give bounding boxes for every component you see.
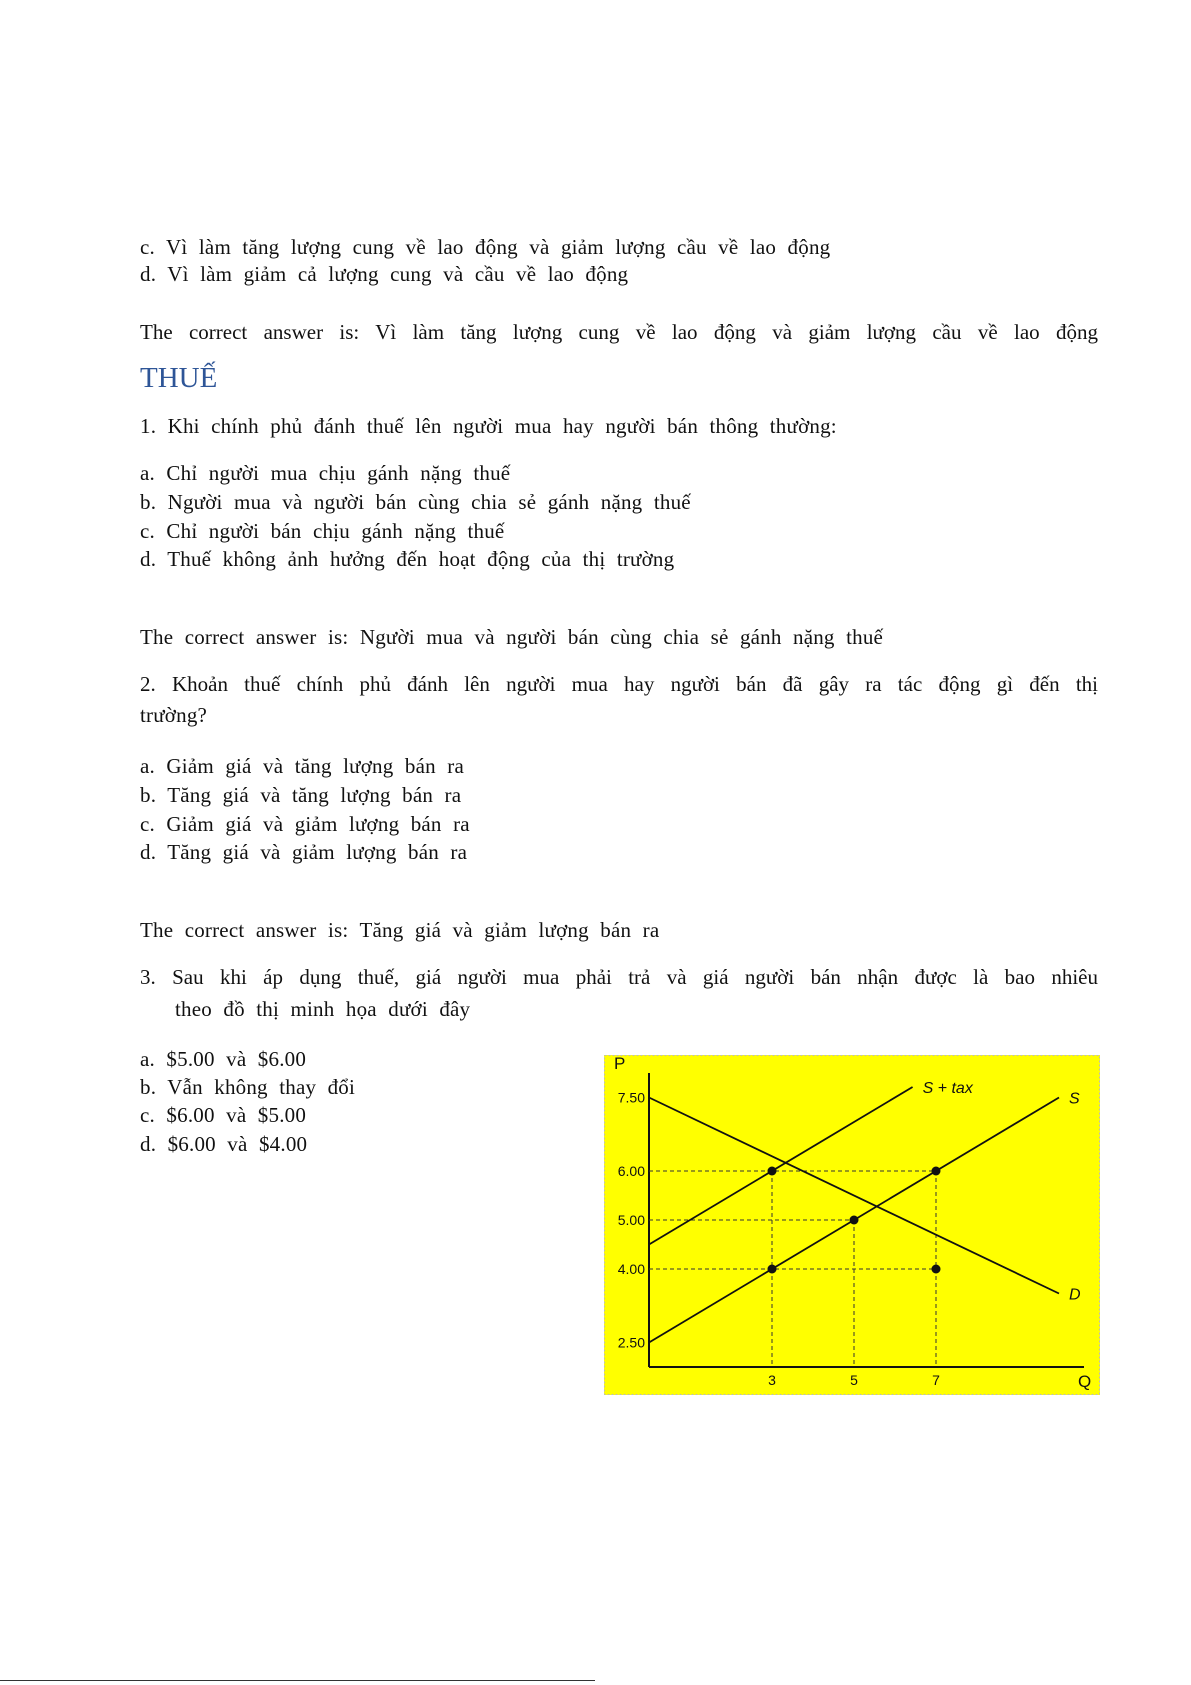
prev-option-d: d. Vì làm giảm cả lượng cung và cầu về lao động xyxy=(140,262,629,286)
q1-option-a: a. Chỉ người mua chịu gánh nặng thuế xyxy=(140,461,511,485)
q2-correct-answer: The correct answer is: Tăng giá và giảm lượng bán ra xyxy=(140,918,660,942)
q1-option-d: d. Thuế không ảnh hưởng đến hoạt động của thị trường xyxy=(140,547,675,571)
y-tick-label: 6.00 xyxy=(617,1163,645,1179)
q2-question-line2: trường? xyxy=(140,703,208,727)
curve-label-d: D xyxy=(1069,1286,1081,1304)
section-title: THUẾ xyxy=(140,362,218,394)
q1-correct-answer: The correct answer is: Người mua và người bán cùng chia sẻ gánh nặng thuế xyxy=(140,625,884,649)
equilibrium-point xyxy=(850,1216,859,1225)
curve-label-s: S xyxy=(1069,1090,1080,1108)
x-tick-label: 3 xyxy=(768,1372,776,1388)
q3-option-c: c. $6.00 và $5.00 xyxy=(140,1103,307,1127)
q1-option-c: c. Chỉ người bán chịu gánh nặng thuế xyxy=(140,519,505,543)
q1-question: 1. Khi chính phủ đánh thuế lên người mua hay người bán thông thường: xyxy=(140,414,837,438)
equilibrium-point xyxy=(768,1265,777,1274)
equilibrium-point xyxy=(768,1167,777,1176)
curve-label-s-tax: S + tax xyxy=(922,1080,973,1097)
q3-option-b: b. Vẫn không thay đổi xyxy=(140,1075,356,1099)
q3-question-line2: theo đồ thị minh họa dưới đây xyxy=(175,997,471,1021)
q2-option-b: b. Tăng giá và tăng lượng bán ra xyxy=(140,783,462,807)
chart-background xyxy=(604,1055,1100,1395)
footer-rule xyxy=(0,1680,595,1681)
equilibrium-point xyxy=(932,1265,941,1274)
equilibrium-point xyxy=(932,1167,941,1176)
y-tick-label: 7.50 xyxy=(617,1089,645,1106)
q2-option-a: a. Giảm giá và tăng lượng bán ra xyxy=(140,754,464,778)
tax-supply-demand-chart xyxy=(604,1055,1100,1395)
q2-option-d: d. Tăng giá và giảm lượng bán ra xyxy=(140,840,468,864)
y-tick-label: 4.00 xyxy=(617,1261,645,1277)
q3-question-line1: 3. Sau khi áp dụng thuế, giá người mua phải trả và giá người bán nhận được là bao nhiêu xyxy=(140,965,1098,989)
q2-option-c: c. Giảm giá và giảm lượng bán ra xyxy=(140,812,470,836)
prev-correct-answer: The correct answer is: Vì làm tăng lượng cung về lao động và giảm lượng cầu về lao động xyxy=(140,320,1098,344)
q3-option-d: d. $6.00 và $4.00 xyxy=(140,1132,308,1156)
prev-option-c: c. Vì làm tăng lượng cung về lao động và giảm lượng cầu về lao động xyxy=(140,235,831,259)
q2-question-line1: 2. Khoản thuế chính phủ đánh lên người mua hay người bán đã gây ra tác động gì đến thị xyxy=(140,672,1098,696)
x-tick-label: 5 xyxy=(850,1372,858,1388)
q1-option-b: b. Người mua và người bán cùng chia sẻ gánh nặng thuế xyxy=(140,490,691,514)
x-axis-label: Q xyxy=(1078,1372,1092,1391)
y-tick-label: 5.00 xyxy=(617,1212,645,1228)
y-axis-label: P xyxy=(614,1055,626,1073)
chart-svg xyxy=(604,1055,1100,1395)
y-tick-label: 2.50 xyxy=(617,1334,645,1351)
q3-option-a: a. $5.00 và $6.00 xyxy=(140,1047,307,1071)
x-tick-label: 7 xyxy=(932,1372,940,1388)
